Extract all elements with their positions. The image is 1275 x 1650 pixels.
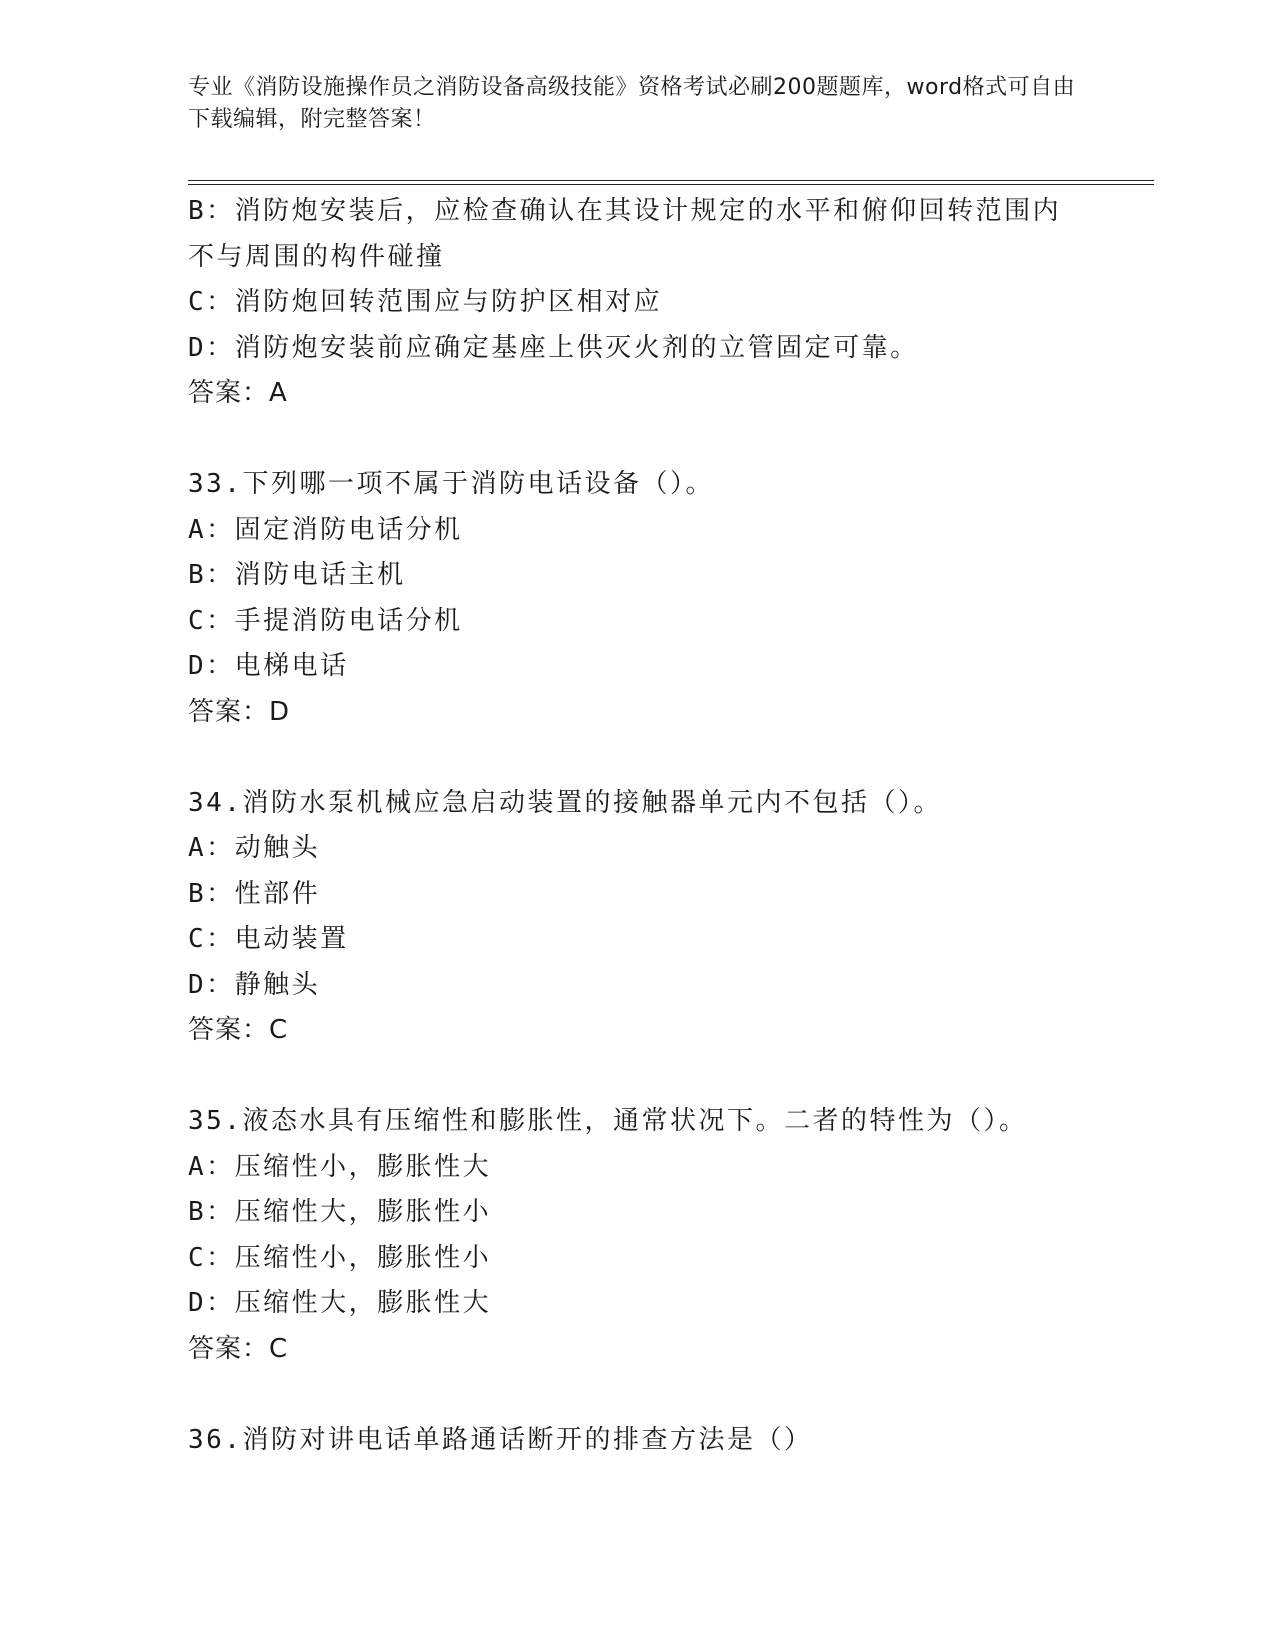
answer-line: 答案：C [188,1333,289,1364]
option-a: A：固定消防电话分机 [188,514,463,545]
question-block-36 [188,1418,1088,1464]
option-d: D：消防炮安装前应确定基座上供灭火剂的立管固定可靠。 [188,332,919,363]
question-text: 33.下列哪一项不属于消防电话设备（）。 [188,469,714,499]
answer-line: 答案：C [188,1015,289,1045]
document-header: 专业《消防设施操作员之消防设备高级技能》资格考试必刷200题题库，word格式可自由下载编辑，附完整答案！ [188,75,1076,132]
option-b: B：性部件 [188,878,321,909]
option-b: B：压缩性大，膨胀性小 [188,1197,492,1227]
option-b: B：消防炮安装后，应检查确认在其设计规定的水平和俯仰回转范围内不与周围的构件碰撞 [188,196,1062,272]
option-a: A：压缩性小，膨胀性大 [188,1151,492,1182]
question-text: 34.消防水泵机械应急启动装置的接触器单元内不包括（）。 [188,787,942,818]
question-block-partial [188,189,1088,417]
option-c: C：消防炮回转范围应与防护区相对应 [188,287,663,317]
question-block-34 [188,781,1088,1054]
question-block-33 [188,462,1088,735]
answer-line: 答案：D [188,696,291,727]
option-a: A：动触头 [188,833,321,863]
answer-line: 答案：A [188,378,288,408]
header-rule-top [188,180,1154,181]
header-rule-bottom [188,184,1154,185]
option-c: C：电动装置 [188,924,349,954]
option-c: C：手提消防电话分机 [188,605,463,636]
option-d: D：压缩性大，膨胀性大 [188,1288,492,1318]
question-text: 36.消防对讲电话单路通话断开的排查方法是（） [188,1424,813,1455]
question-block-35 [188,1099,1088,1372]
question-list [188,189,1088,1463]
option-d: D：电梯电话 [188,651,349,681]
option-c: C：压缩性小，膨胀性小 [188,1242,492,1273]
option-b: B：消防电话主机 [188,560,406,590]
option-d: D：静触头 [188,969,321,1000]
question-text: 35.液态水具有压缩性和膨胀性，通常状况下。二者的特性为（）。 [188,1106,1028,1136]
